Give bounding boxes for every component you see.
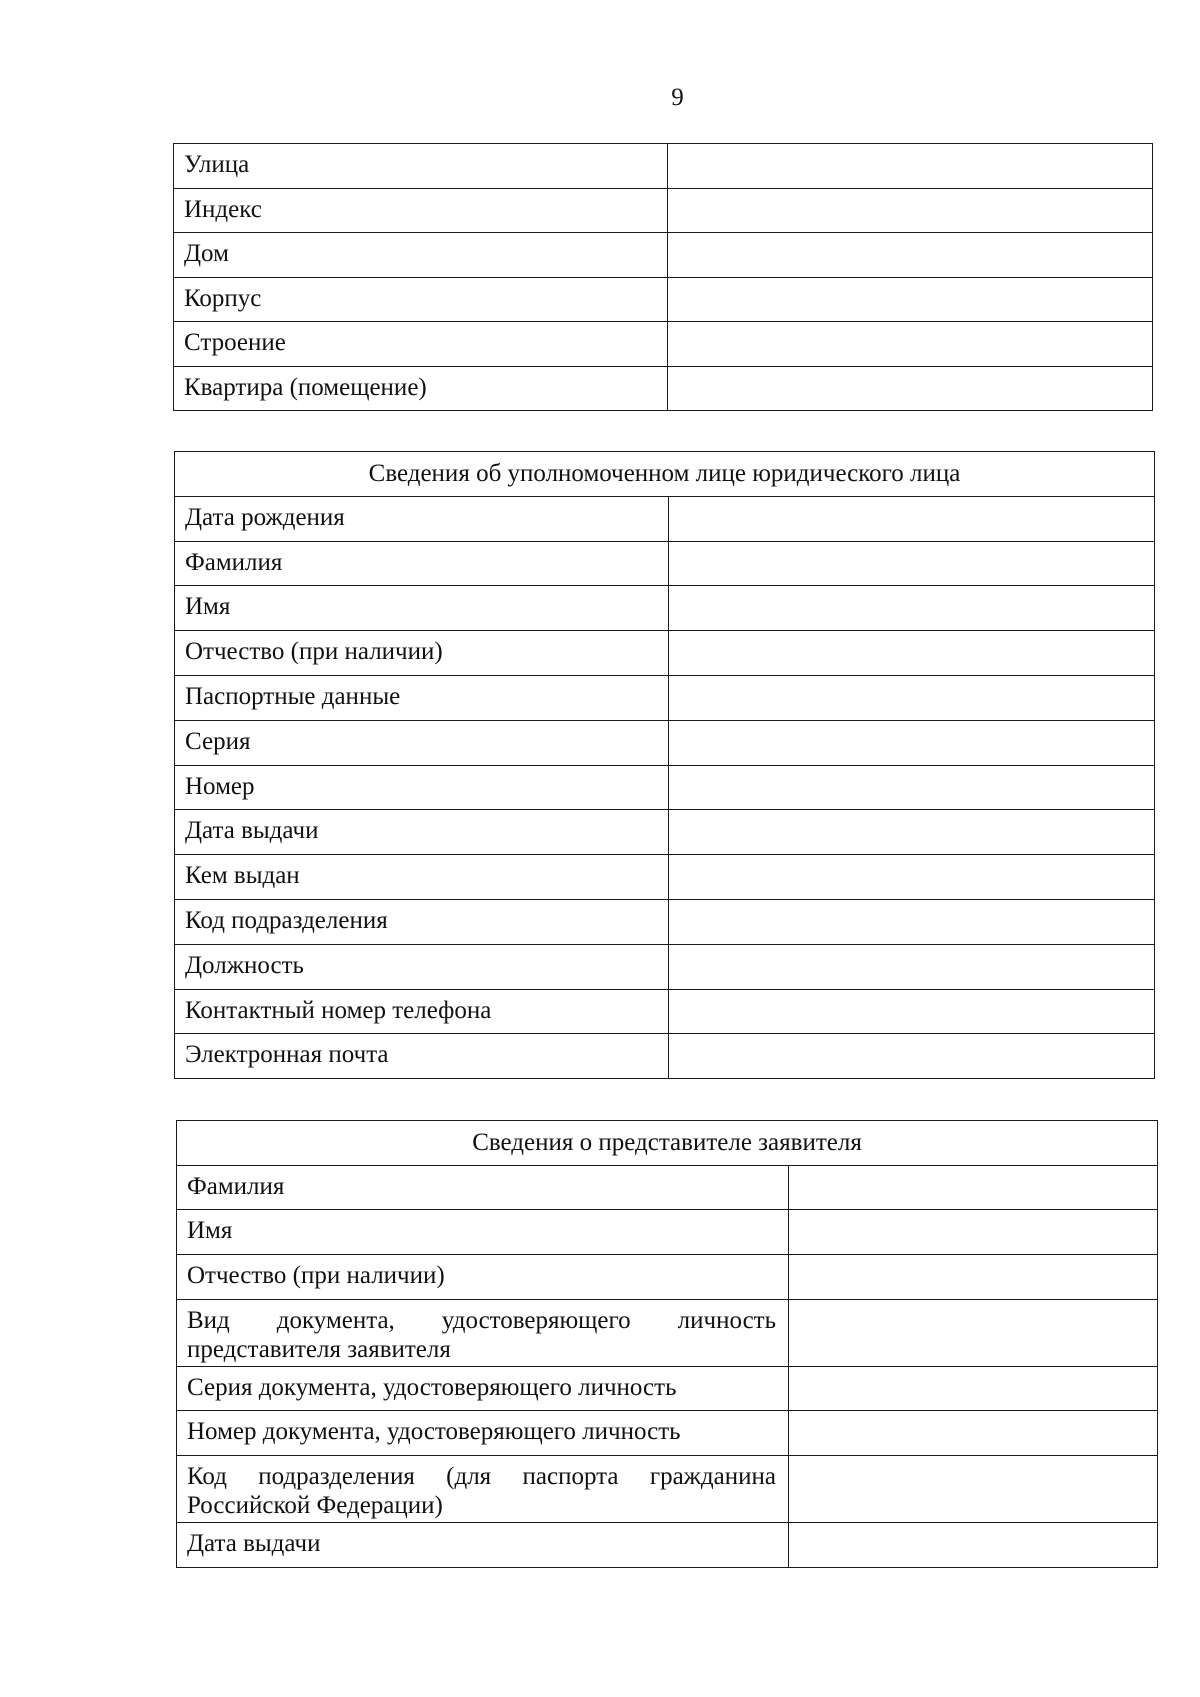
field-value-cell[interactable] bbox=[669, 675, 1155, 720]
field-label: Строение bbox=[174, 322, 668, 367]
field-label: Фамилия bbox=[175, 541, 669, 586]
table-row bbox=[175, 810, 1155, 855]
section-title: Сведения о представителе заявителя bbox=[177, 1121, 1158, 1166]
field-value-cell[interactable] bbox=[668, 233, 1153, 278]
field-value-cell[interactable] bbox=[669, 855, 1155, 900]
table-row bbox=[174, 233, 1153, 278]
field-value-cell[interactable] bbox=[789, 1523, 1158, 1568]
field-label: Дата выдачи bbox=[177, 1523, 789, 1568]
address-table bbox=[173, 143, 1153, 411]
table-row bbox=[175, 855, 1155, 900]
table-row bbox=[175, 989, 1155, 1034]
field-value-cell[interactable] bbox=[668, 277, 1153, 322]
field-value-cell[interactable] bbox=[789, 1366, 1158, 1411]
table-row bbox=[174, 322, 1153, 367]
table-row bbox=[175, 944, 1155, 989]
table-row bbox=[177, 1299, 1158, 1366]
field-label: Корпус bbox=[174, 277, 668, 322]
field-label: Индекс bbox=[174, 188, 668, 233]
table-row bbox=[174, 188, 1153, 233]
table-row bbox=[174, 366, 1153, 411]
authorized-person-table bbox=[174, 451, 1155, 1079]
field-value-cell[interactable] bbox=[669, 631, 1155, 676]
field-value-cell[interactable] bbox=[669, 810, 1155, 855]
field-value-cell[interactable] bbox=[669, 496, 1155, 541]
field-label: Контактный номер телефона bbox=[175, 989, 669, 1034]
field-value-cell[interactable] bbox=[789, 1255, 1158, 1300]
table-row bbox=[177, 1210, 1158, 1255]
field-value-cell[interactable] bbox=[669, 765, 1155, 810]
table-row bbox=[175, 765, 1155, 810]
field-label: Паспортные данные bbox=[175, 675, 669, 720]
page-number: 9 bbox=[671, 84, 684, 111]
field-label: Номер bbox=[175, 765, 669, 810]
field-label: Вид документа, удостоверяющего личность представителя заявителя bbox=[177, 1299, 789, 1366]
table-row bbox=[175, 675, 1155, 720]
field-value-cell[interactable] bbox=[669, 586, 1155, 631]
table-row bbox=[175, 541, 1155, 586]
field-value-cell[interactable] bbox=[789, 1299, 1158, 1366]
representative-table bbox=[176, 1120, 1158, 1568]
field-value-cell[interactable] bbox=[669, 944, 1155, 989]
field-label: Номер документа, удостоверяющего личность bbox=[177, 1411, 789, 1456]
field-value-cell[interactable] bbox=[669, 541, 1155, 586]
table-row bbox=[174, 144, 1153, 189]
field-value-cell[interactable] bbox=[789, 1456, 1158, 1523]
field-label: Улица bbox=[174, 144, 668, 189]
field-label: Электронная почта bbox=[175, 1034, 669, 1079]
table-header-row bbox=[177, 1121, 1158, 1166]
field-value-cell[interactable] bbox=[668, 144, 1153, 189]
table-row bbox=[177, 1411, 1158, 1456]
field-label: Серия bbox=[175, 720, 669, 765]
table-row bbox=[177, 1165, 1158, 1210]
field-label: Отчество (при наличии) bbox=[177, 1255, 789, 1300]
table-row bbox=[175, 586, 1155, 631]
table-row bbox=[177, 1255, 1158, 1300]
table-header-row bbox=[175, 452, 1155, 497]
field-label: Квартира (помещение) bbox=[174, 366, 668, 411]
field-value-cell[interactable] bbox=[789, 1411, 1158, 1456]
field-label: Кем выдан bbox=[175, 855, 669, 900]
field-value-cell[interactable] bbox=[668, 366, 1153, 411]
table-row bbox=[175, 720, 1155, 765]
field-label: Дата выдачи bbox=[175, 810, 669, 855]
field-value-cell[interactable] bbox=[789, 1210, 1158, 1255]
field-label: Имя bbox=[177, 1210, 789, 1255]
field-value-cell[interactable] bbox=[669, 989, 1155, 1034]
table-row bbox=[175, 496, 1155, 541]
field-label: Имя bbox=[175, 586, 669, 631]
table-row bbox=[175, 899, 1155, 944]
field-value-cell[interactable] bbox=[669, 720, 1155, 765]
field-label: Код подразделения (для паспорта гражданина Российской Федерации) bbox=[177, 1456, 789, 1523]
field-value-cell[interactable] bbox=[669, 899, 1155, 944]
field-value-cell[interactable] bbox=[668, 322, 1153, 367]
table-row bbox=[175, 631, 1155, 676]
table-row bbox=[174, 277, 1153, 322]
table-row bbox=[177, 1456, 1158, 1523]
field-label: Дом bbox=[174, 233, 668, 278]
field-label: Должность bbox=[175, 944, 669, 989]
field-label: Серия документа, удостоверяющего личность bbox=[177, 1366, 789, 1411]
field-label: Отчество (при наличии) bbox=[175, 631, 669, 676]
field-value-cell[interactable] bbox=[789, 1165, 1158, 1210]
field-value-cell[interactable] bbox=[668, 188, 1153, 233]
table-row bbox=[175, 1034, 1155, 1079]
field-label: Дата рождения bbox=[175, 496, 669, 541]
table-row bbox=[177, 1523, 1158, 1568]
field-label: Фамилия bbox=[177, 1165, 789, 1210]
table-row bbox=[177, 1366, 1158, 1411]
field-value-cell[interactable] bbox=[669, 1034, 1155, 1079]
section-title: Сведения об уполномоченном лице юридического лица bbox=[175, 452, 1155, 497]
field-label: Код подразделения bbox=[175, 899, 669, 944]
